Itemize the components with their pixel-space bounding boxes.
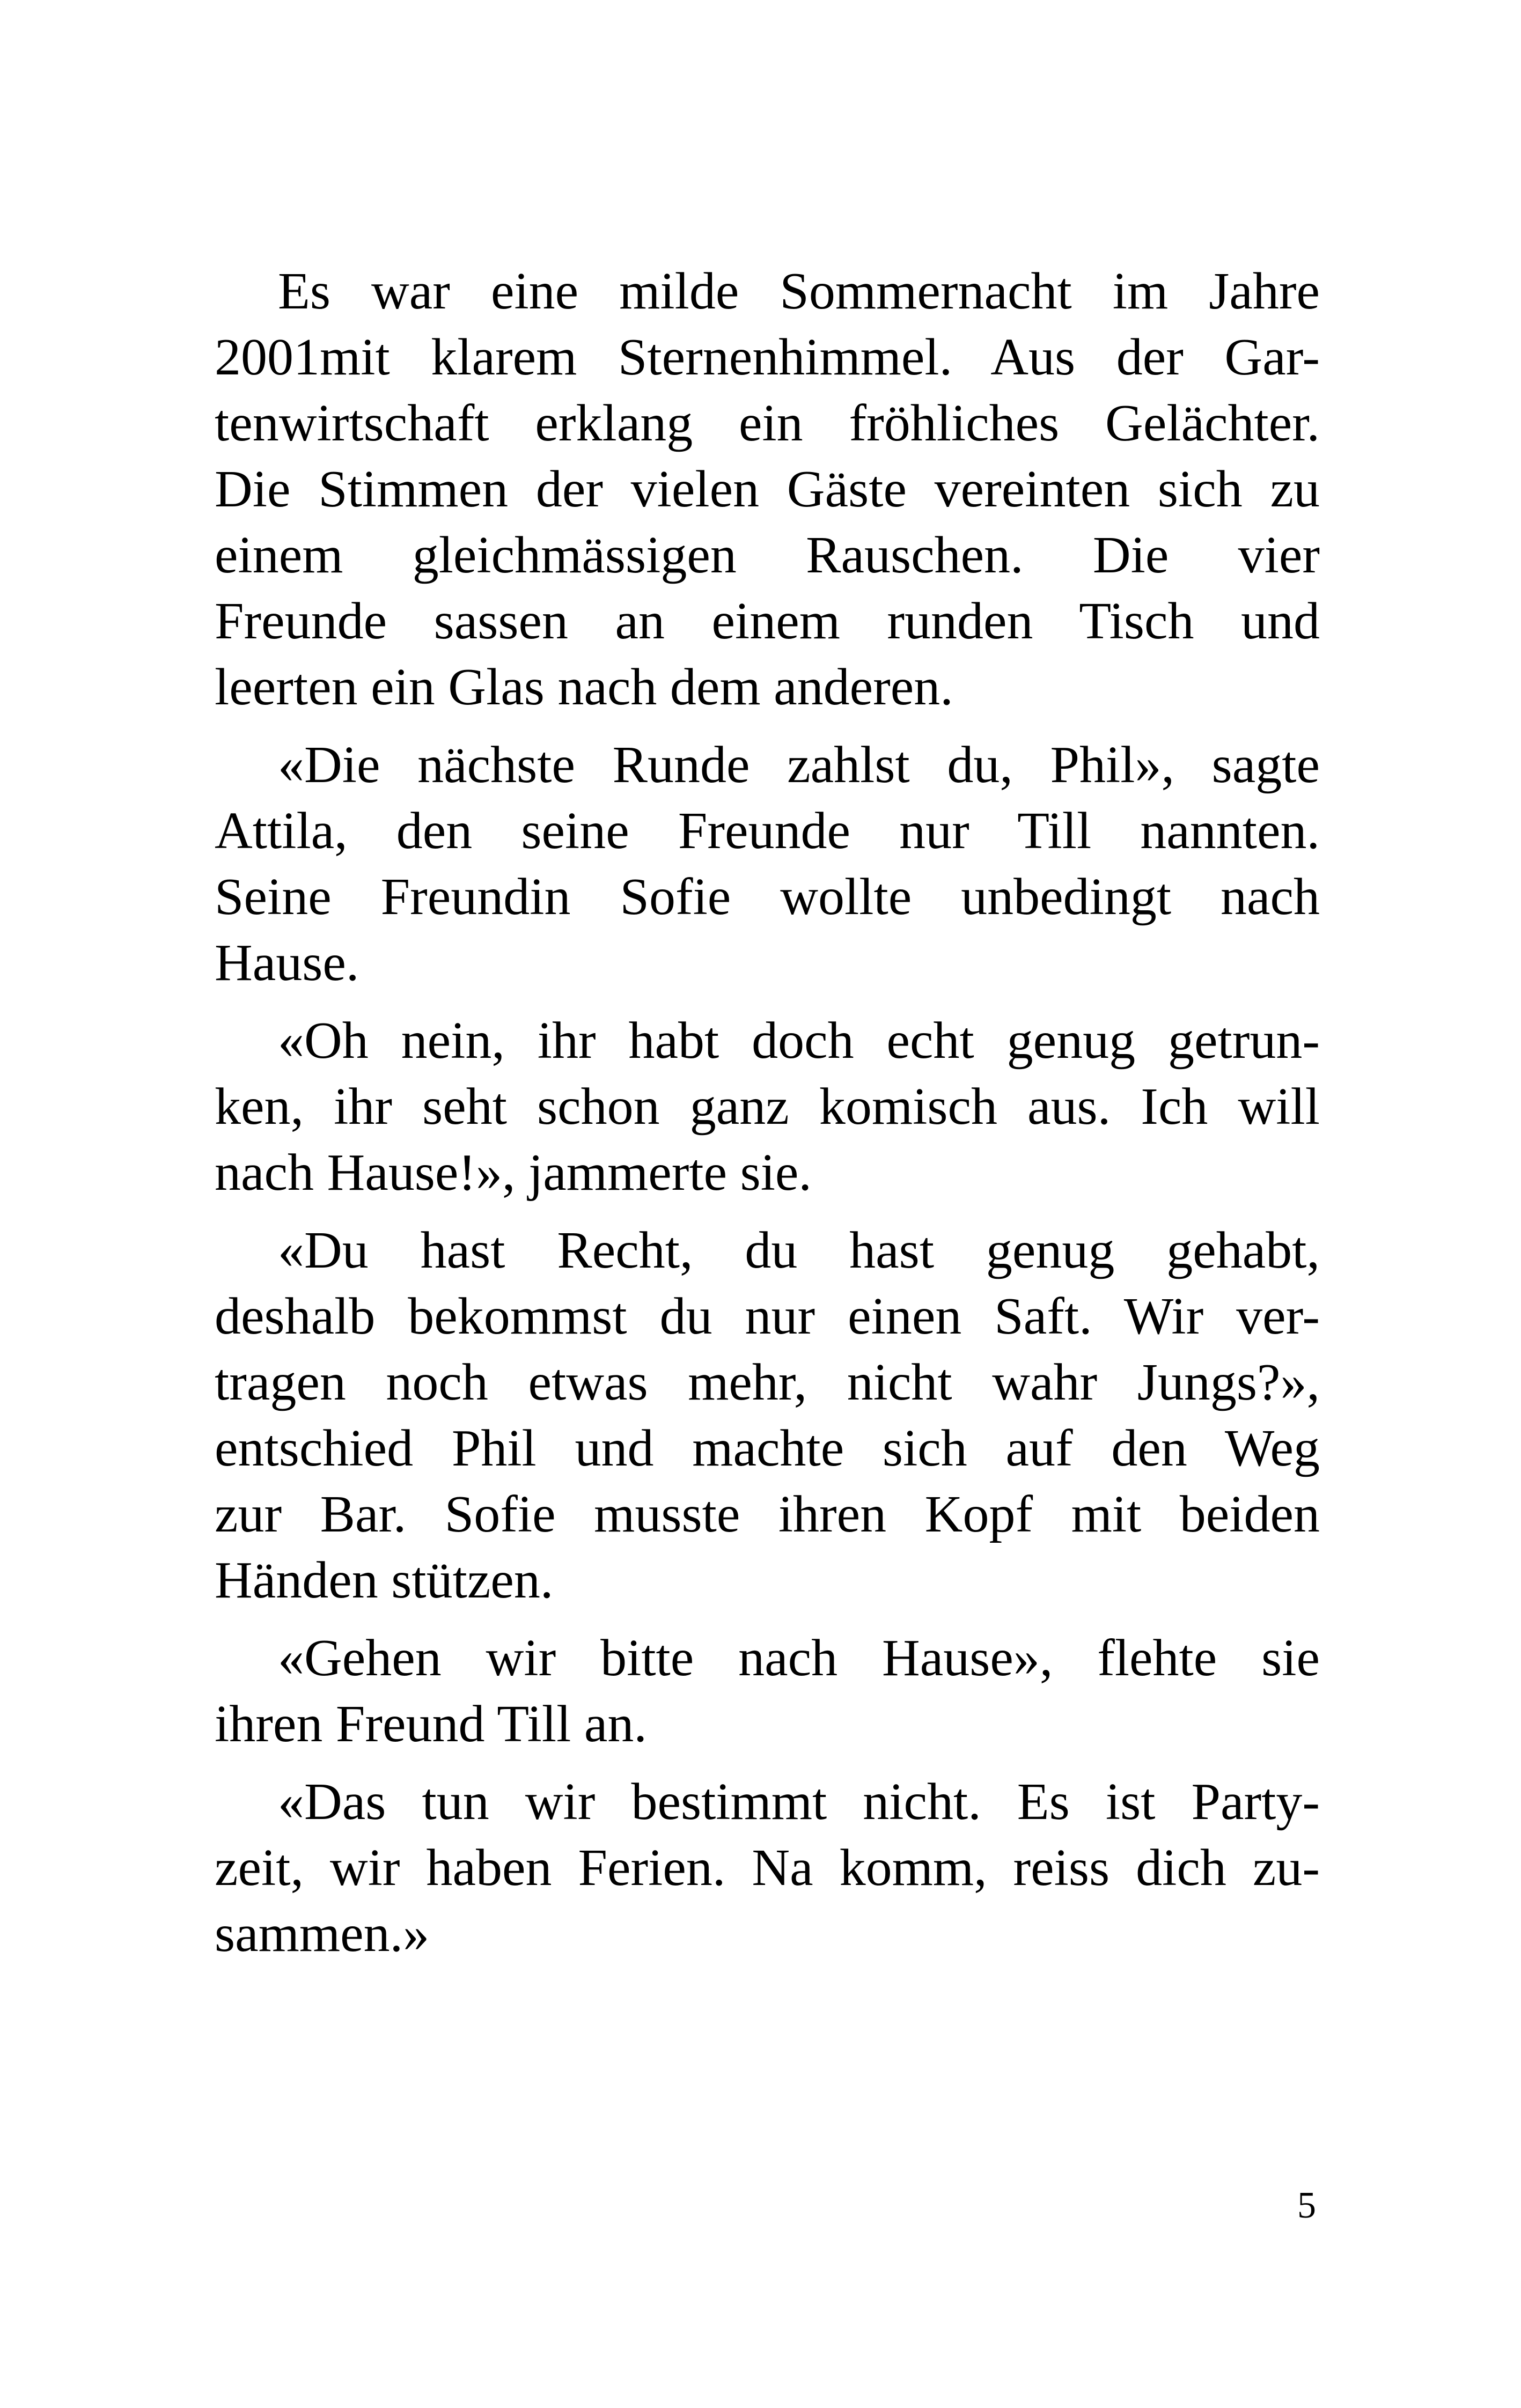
text-line: «Die nächste Runde zahlst du, Phil», sagte [278,736,1320,794]
text-line: tenwirtschaft erklang ein fröhliches Gelächter. [215,394,1320,452]
text-line: nach Hause!», jammerte sie. [215,1144,812,1202]
text-line: Händen stützen. [215,1551,554,1609]
text-line: leerten ein Glas nach dem anderen. [215,658,953,716]
page-number: 5 [1297,2185,1316,2226]
text-line: zeit, wir haben Ferien. Na komm, reiss dich zu- [215,1839,1320,1897]
text-line: 2001mit klarem Sternenhimmel. Aus der Gar- [215,328,1320,386]
paragraph-5 [215,1625,1320,1757]
text-line: «Das tun wir bestimmt nicht. Es ist Party- [278,1773,1320,1831]
text-line: «Du hast Recht, du hast genug gehabt, [278,1221,1320,1279]
text-line: ihren Freund Till an. [215,1695,647,1753]
text-line: Hause. [215,934,359,992]
text-line: deshalb bekommst du nur einen Saft. Wir ver- [215,1287,1320,1345]
paragraph-3 [215,1008,1320,1206]
paragraph-4 [215,1218,1320,1614]
text-line: Die Stimmen der vielen Gäste vereinten sich zu [215,460,1320,518]
paragraph-2 [215,732,1320,996]
paragraph-6 [215,1769,1320,1967]
text-line: Es war eine milde Sommernacht im Jahre [278,262,1320,320]
body-text [215,259,1320,1979]
text-line: tragen noch etwas mehr, nicht wahr Jungs?», [215,1353,1320,1411]
text-line: Freunde sassen an einem runden Tisch und [215,592,1320,650]
text-line: Attila, den seine Freunde nur Till nannten. [215,802,1320,860]
paragraph-1 [215,259,1320,720]
text-line: einem gleichmässigen Rauschen. Die vier [215,526,1320,584]
text-line: zur Bar. Sofie musste ihren Kopf mit beiden [215,1485,1320,1543]
text-line: «Gehen wir bitte nach Hause», flehte sie [278,1629,1320,1687]
text-line: Seine Freundin Sofie wollte unbedingt nach [215,868,1320,926]
text-line: «Oh nein, ihr habt doch echt genug getrun- [278,1012,1320,1070]
text-line: sammen.» [215,1905,430,1963]
text-line: ken, ihr seht schon ganz komisch aus. Ich will [215,1078,1320,1136]
text-line: entschied Phil und machte sich auf den Weg [215,1419,1320,1477]
